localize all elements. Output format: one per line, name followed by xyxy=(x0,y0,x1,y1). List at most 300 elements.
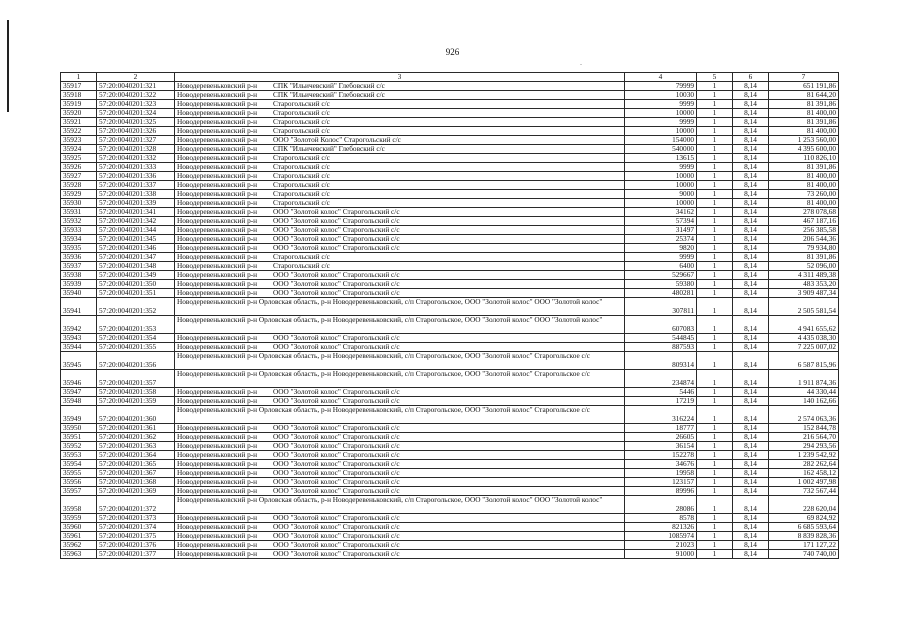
col5-value: 1 xyxy=(697,144,733,153)
table-body xyxy=(61,81,839,558)
cadastral-number: 57:20:0040201:337 xyxy=(97,180,175,189)
location-cell xyxy=(175,99,625,108)
cadastral-number: 57:20:0040201:321 xyxy=(97,81,175,90)
location-cell xyxy=(175,522,625,531)
district-text: Новодеревеньковский р-н xyxy=(177,154,258,162)
rate-value: 8,14 xyxy=(733,135,769,144)
cadastral-value: 140 162,66 xyxy=(769,396,839,405)
location-cell xyxy=(175,459,625,468)
area-value: 10000 xyxy=(625,171,697,180)
cadastral-number: 57:20:0040201:376 xyxy=(97,540,175,549)
rate-value: 8,14 xyxy=(733,342,769,351)
settlement-text: Старогольский с/с xyxy=(273,100,330,108)
cadastral-value: 79 934,80 xyxy=(769,243,839,252)
row-number: 35954 xyxy=(61,459,97,468)
cadastral-number: 57:20:0040201:341 xyxy=(97,207,175,216)
cadastral-number: 57:20:0040201:362 xyxy=(97,432,175,441)
district-text: Новодеревеньковский р-н xyxy=(177,91,258,99)
location-cell xyxy=(175,432,625,441)
cadastral-value: 256 385,58 xyxy=(769,225,839,234)
col5-value: 1 xyxy=(697,513,733,522)
col5-value: 1 xyxy=(697,90,733,99)
cadastral-value: 1 253 560,00 xyxy=(769,135,839,144)
district-text: Новодеревеньковский р-н xyxy=(177,280,258,288)
cadastral-number: 57:20:0040201:333 xyxy=(97,162,175,171)
row-number: 35921 xyxy=(61,117,97,126)
row-number: 35936 xyxy=(61,252,97,261)
scan-mark: - xyxy=(580,62,582,68)
cadastral-value: 81 391,86 xyxy=(769,117,839,126)
row-number: 35942 xyxy=(61,315,97,333)
cadastral-value: 110 826,10 xyxy=(769,153,839,162)
area-value: 34676 xyxy=(625,459,697,468)
table-row xyxy=(61,396,839,405)
row-number: 35958 xyxy=(61,495,97,513)
area-value: 10000 xyxy=(625,126,697,135)
cadastral-value: 216 564,70 xyxy=(769,432,839,441)
cadastral-value: 81 400,00 xyxy=(769,126,839,135)
location-cell xyxy=(175,171,625,180)
settlement-text: ООО "Золотой колос" Старогольский с/с xyxy=(273,514,400,522)
rate-value: 8,14 xyxy=(733,369,769,387)
table-row xyxy=(61,468,839,477)
table-row xyxy=(61,423,839,432)
rate-value: 8,14 xyxy=(733,216,769,225)
cadastral-number: 57:20:0040201:375 xyxy=(97,531,175,540)
district-text: Новодеревеньковский р-н xyxy=(177,541,258,549)
settlement-text: ООО "Золотой колос" Старогольский с/с xyxy=(273,343,400,351)
settlement-text: Старогольский с/с xyxy=(273,172,330,180)
location-cell xyxy=(175,513,625,522)
cadastral-value: 651 191,86 xyxy=(769,81,839,90)
location-cell xyxy=(175,225,625,234)
location-cell xyxy=(175,423,625,432)
district-text: Новодеревеньковский р-н xyxy=(177,478,258,486)
area-value: 234874 xyxy=(625,369,697,387)
area-value: 6400 xyxy=(625,261,697,270)
area-value: 809314 xyxy=(625,351,697,369)
area-value: 21023 xyxy=(625,540,697,549)
settlement-text: ООО "Золотой колос" Старогольский с/с xyxy=(273,271,400,279)
location-cell xyxy=(175,243,625,252)
table-row xyxy=(61,234,839,243)
rate-value: 8,14 xyxy=(733,234,769,243)
rate-value: 8,14 xyxy=(733,351,769,369)
cadastral-number: 57:20:0040201:339 xyxy=(97,198,175,207)
district-text: Новодеревеньковский р-н xyxy=(177,550,258,558)
col5-value: 1 xyxy=(697,261,733,270)
location-cell xyxy=(175,279,625,288)
cadastral-number: 57:20:0040201:360 xyxy=(97,405,175,423)
location-cell xyxy=(175,90,625,99)
settlement-text: Старогольский с/с xyxy=(273,109,330,117)
settlement-text: Старогольский с/с xyxy=(273,253,330,261)
row-number: 35928 xyxy=(61,180,97,189)
cadastral-value: 81 400,00 xyxy=(769,198,839,207)
row-number: 35960 xyxy=(61,522,97,531)
row-number: 35938 xyxy=(61,270,97,279)
rate-value: 8,14 xyxy=(733,99,769,108)
rate-value: 8,14 xyxy=(733,333,769,342)
area-value: 91000 xyxy=(625,549,697,558)
row-number: 35949 xyxy=(61,405,97,423)
cadastral-number: 57:20:0040201:344 xyxy=(97,225,175,234)
col5-value: 1 xyxy=(697,189,733,198)
cadastral-number: 57:20:0040201:323 xyxy=(97,99,175,108)
settlement-text: ООО "Золотой колос" Старогольский с/с xyxy=(273,226,400,234)
settlement-text: ООО "Золотой колос" Старогольский с/с xyxy=(273,478,400,486)
col5-value: 1 xyxy=(697,342,733,351)
area-value: 607083 xyxy=(625,315,697,333)
rate-value: 8,14 xyxy=(733,279,769,288)
table-row xyxy=(61,405,839,423)
rate-value: 8,14 xyxy=(733,495,769,513)
location-cell xyxy=(175,549,625,558)
area-value: 5446 xyxy=(625,387,697,396)
rate-value: 8,14 xyxy=(733,126,769,135)
district-text: Новодеревеньковский р-н xyxy=(177,199,258,207)
rate-value: 8,14 xyxy=(733,225,769,234)
row-number: 35943 xyxy=(61,333,97,342)
rate-value: 8,14 xyxy=(733,513,769,522)
district-text: Новодеревеньковский р-н xyxy=(177,109,258,117)
area-value: 544845 xyxy=(625,333,697,342)
table-row xyxy=(61,441,839,450)
settlement-text: ООО "Золотой колос" Старогольский с/с xyxy=(273,487,400,495)
cadastral-number: 57:20:0040201:369 xyxy=(97,486,175,495)
area-value: 79999 xyxy=(625,81,697,90)
col5-value: 1 xyxy=(697,333,733,342)
cadastral-number: 57:20:0040201:356 xyxy=(97,351,175,369)
district-text: Новодеревеньковский р-н xyxy=(177,163,258,171)
table-row xyxy=(61,198,839,207)
area-value: 57394 xyxy=(625,216,697,225)
cadastral-value: 81 391,86 xyxy=(769,99,839,108)
col5-value: 1 xyxy=(697,432,733,441)
rate-value: 8,14 xyxy=(733,423,769,432)
row-number: 35950 xyxy=(61,423,97,432)
table-row xyxy=(61,540,839,549)
settlement-text: Старогольский с/с xyxy=(273,118,330,126)
district-text: Новодеревеньковский р-н xyxy=(177,334,258,342)
area-value: 26605 xyxy=(625,432,697,441)
location-cell: Новодеревеньковский р-н Орловская область, р-н Новодеревеньковский, с/п Старогольское, ООО "Золотой колос" Старогольское с/с xyxy=(175,369,625,387)
col5-value: 1 xyxy=(697,468,733,477)
cadastral-number: 57:20:0040201:359 xyxy=(97,396,175,405)
col5-value: 1 xyxy=(697,126,733,135)
row-number: 35935 xyxy=(61,243,97,252)
table-row xyxy=(61,171,839,180)
cadastral-number: 57:20:0040201:349 xyxy=(97,270,175,279)
settlement-text: ООО "Золотой колос" Старогольский с/с xyxy=(273,451,400,459)
table-row xyxy=(61,342,839,351)
cadastral-number: 57:20:0040201:358 xyxy=(97,387,175,396)
cadastral-number: 57:20:0040201:368 xyxy=(97,477,175,486)
area-value: 480281 xyxy=(625,288,697,297)
district-text: Новодеревеньковский р-н xyxy=(177,424,258,432)
rate-value: 8,14 xyxy=(733,468,769,477)
col5-value: 1 xyxy=(697,495,733,513)
location-cell: Новодеревеньковский р-н Орловская область, р-н Новодеревеньковский, с/п Старогольское, ООО "Золотой колос" ООО "Золотой колос" xyxy=(175,315,625,333)
col5-value: 1 xyxy=(697,288,733,297)
district-text: Новодеревеньковский р-н xyxy=(177,343,258,351)
row-number: 35953 xyxy=(61,450,97,459)
location-cell xyxy=(175,252,625,261)
cadastral-number: 57:20:0040201:346 xyxy=(97,243,175,252)
rate-value: 8,14 xyxy=(733,81,769,90)
area-value: 18777 xyxy=(625,423,697,432)
area-value: 9999 xyxy=(625,117,697,126)
rate-value: 8,14 xyxy=(733,153,769,162)
area-value: 540000 xyxy=(625,144,697,153)
settlement-text: ООО "Золотой колос" Старогольский с/с xyxy=(273,442,400,450)
location-cell xyxy=(175,207,625,216)
cadastral-number: 57:20:0040201:365 xyxy=(97,459,175,468)
row-number: 35941 xyxy=(61,297,97,315)
cadastral-number: 57:20:0040201:348 xyxy=(97,261,175,270)
rate-value: 8,14 xyxy=(733,459,769,468)
area-value: 89996 xyxy=(625,486,697,495)
table-row xyxy=(61,477,839,486)
row-number: 35930 xyxy=(61,198,97,207)
location-cell xyxy=(175,144,625,153)
area-value: 9999 xyxy=(625,252,697,261)
settlement-text: ООО "Золотой колос" Старогольский с/с xyxy=(273,523,400,531)
row-number: 35920 xyxy=(61,108,97,117)
rate-value: 8,14 xyxy=(733,405,769,423)
row-number: 35957 xyxy=(61,486,97,495)
district-text: Новодеревеньковский р-н xyxy=(177,253,258,261)
district-text: Новодеревеньковский р-н xyxy=(177,118,258,126)
margin-rule xyxy=(7,20,9,112)
rate-value: 8,14 xyxy=(733,531,769,540)
cadastral-value: 278 078,68 xyxy=(769,207,839,216)
column-header: 6 xyxy=(733,73,769,82)
col5-value: 1 xyxy=(697,171,733,180)
district-text: Новодеревеньковский р-н xyxy=(177,271,258,279)
cadastral-number: 57:20:0040201:326 xyxy=(97,126,175,135)
col5-value: 1 xyxy=(697,459,733,468)
table-row xyxy=(61,486,839,495)
location-cell xyxy=(175,333,625,342)
cadastral-value: 4 435 038,30 xyxy=(769,333,839,342)
district-text: Новодеревеньковский р-н xyxy=(177,235,258,243)
row-number: 35917 xyxy=(61,81,97,90)
settlement-text: СПК "Ильичевский" Глебовский с/с xyxy=(273,145,385,153)
col5-value: 1 xyxy=(697,207,733,216)
row-number: 35934 xyxy=(61,234,97,243)
settlement-text: ООО "Золотой колос" Старогольский с/с xyxy=(273,433,400,441)
location-cell xyxy=(175,198,625,207)
cadastral-number: 57:20:0040201:372 xyxy=(97,495,175,513)
rate-value: 8,14 xyxy=(733,387,769,396)
row-number: 35962 xyxy=(61,540,97,549)
location-cell xyxy=(175,270,625,279)
table-row xyxy=(61,243,839,252)
col5-value: 1 xyxy=(697,279,733,288)
cadastral-number: 57:20:0040201:350 xyxy=(97,279,175,288)
cadastral-number: 57:20:0040201:325 xyxy=(97,117,175,126)
col5-value: 1 xyxy=(697,522,733,531)
row-number: 35919 xyxy=(61,99,97,108)
col5-value: 1 xyxy=(697,243,733,252)
col5-value: 1 xyxy=(697,252,733,261)
area-value: 28086 xyxy=(625,495,697,513)
column-header: 2 xyxy=(97,73,175,82)
settlement-text: Старогольский с/с xyxy=(273,262,330,270)
district-text: Новодеревеньковский р-н xyxy=(177,127,258,135)
cadastral-number: 57:20:0040201:373 xyxy=(97,513,175,522)
col5-value: 1 xyxy=(697,531,733,540)
settlement-text: ООО "Золотой колос" Старогольский с/с xyxy=(273,397,400,405)
row-number: 35952 xyxy=(61,441,97,450)
settlement-text: ООО "Золотой колос" Старогольский с/с xyxy=(273,550,400,558)
cadastral-number: 57:20:0040201:338 xyxy=(97,189,175,198)
row-number: 35945 xyxy=(61,351,97,369)
area-value: 31497 xyxy=(625,225,697,234)
settlement-text: Старогольский с/с xyxy=(273,199,330,207)
column-header: 5 xyxy=(697,73,733,82)
settlement-text: СПК "Ильичевский" Глебовский с/с xyxy=(273,91,385,99)
col5-value: 1 xyxy=(697,297,733,315)
location-cell xyxy=(175,126,625,135)
col5-value: 1 xyxy=(697,216,733,225)
table-row xyxy=(61,90,839,99)
area-value: 123157 xyxy=(625,477,697,486)
settlement-text: ООО "Золотой колос" Старогольский с/с xyxy=(273,532,400,540)
row-number: 35926 xyxy=(61,162,97,171)
cadastral-value: 69 824,92 xyxy=(769,513,839,522)
district-text: Новодеревеньковский р-н xyxy=(177,100,258,108)
cadastral-value: 81 644,20 xyxy=(769,90,839,99)
settlement-text: ООО "Золотой колос" Старогольский с/с xyxy=(273,280,400,288)
district-text: Новодеревеньковский р-н xyxy=(177,388,258,396)
table-row xyxy=(61,225,839,234)
row-number: 35937 xyxy=(61,261,97,270)
table-row xyxy=(61,207,839,216)
location-cell xyxy=(175,189,625,198)
row-number: 35947 xyxy=(61,387,97,396)
district-text: Новодеревеньковский р-н xyxy=(177,289,258,297)
cadastral-number: 57:20:0040201:367 xyxy=(97,468,175,477)
area-value: 9999 xyxy=(625,99,697,108)
district-text: Новодеревеньковский р-н xyxy=(177,442,258,450)
col5-value: 1 xyxy=(697,135,733,144)
rate-value: 8,14 xyxy=(733,144,769,153)
rate-value: 8,14 xyxy=(733,450,769,459)
location-cell: Новодеревеньковский р-н Орловская область, р-н Новодеревеньковский, с/п Старогольское, ООО "Золотой колос" ООО "Золотой колос" xyxy=(175,297,625,315)
location-cell xyxy=(175,342,625,351)
rate-value: 8,14 xyxy=(733,162,769,171)
table-row xyxy=(61,522,839,531)
table-row xyxy=(61,297,839,315)
cadastral-value: 6 587 815,96 xyxy=(769,351,839,369)
table-row xyxy=(61,162,839,171)
cadastral-number: 57:20:0040201:322 xyxy=(97,90,175,99)
cadastral-value: 52 096,00 xyxy=(769,261,839,270)
table-row xyxy=(61,108,839,117)
area-value: 529667 xyxy=(625,270,697,279)
row-number: 35925 xyxy=(61,153,97,162)
location-cell xyxy=(175,387,625,396)
cadastral-value: 81 391,86 xyxy=(769,252,839,261)
cadastral-number: 57:20:0040201:374 xyxy=(97,522,175,531)
cadastral-value: 467 187,16 xyxy=(769,216,839,225)
settlement-text: ООО "Золотой колос" Старогольский с/с xyxy=(273,235,400,243)
cadastral-value: 206 544,36 xyxy=(769,234,839,243)
rate-value: 8,14 xyxy=(733,270,769,279)
settlement-text: ООО "Золотой Колос" Старогольский с/с xyxy=(273,136,401,144)
table-row xyxy=(61,549,839,558)
row-number: 35959 xyxy=(61,513,97,522)
col5-value: 1 xyxy=(697,396,733,405)
cadastral-number: 57:20:0040201:336 xyxy=(97,171,175,180)
location-cell xyxy=(175,486,625,495)
cadastral-number: 57:20:0040201:355 xyxy=(97,342,175,351)
rate-value: 8,14 xyxy=(733,441,769,450)
district-text: Новодеревеньковский р-н xyxy=(177,172,258,180)
location-cell xyxy=(175,135,625,144)
location-cell: Новодеревеньковский р-н Орловская область, р-н Новодеревеньковский, с/п Старогольское, ООО "Золотой колос" Старогольское с/с xyxy=(175,405,625,423)
row-number: 35922 xyxy=(61,126,97,135)
location-cell xyxy=(175,153,625,162)
col5-value: 1 xyxy=(697,540,733,549)
row-number: 35944 xyxy=(61,342,97,351)
cadastral-number: 57:20:0040201:351 xyxy=(97,288,175,297)
table-row xyxy=(61,180,839,189)
table-row xyxy=(61,279,839,288)
district-text: Новодеревеньковский р-н xyxy=(177,433,258,441)
settlement-text: Старогольский с/с xyxy=(273,163,330,171)
col5-value: 1 xyxy=(697,108,733,117)
cadastral-number: 57:20:0040201:345 xyxy=(97,234,175,243)
table-row xyxy=(61,432,839,441)
rate-value: 8,14 xyxy=(733,315,769,333)
district-text: Новодеревеньковский р-н xyxy=(177,136,258,144)
cadastral-value: 162 458,12 xyxy=(769,468,839,477)
cadastral-number: 57:20:0040201:352 xyxy=(97,297,175,315)
cadastral-number: 57:20:0040201:361 xyxy=(97,423,175,432)
col5-value: 1 xyxy=(697,441,733,450)
rate-value: 8,14 xyxy=(733,288,769,297)
cadastral-value: 732 567,44 xyxy=(769,486,839,495)
rate-value: 8,14 xyxy=(733,252,769,261)
settlement-text: ООО "Золотой колос" Старогольский с/с xyxy=(273,469,400,477)
cadastral-number: 57:20:0040201:377 xyxy=(97,549,175,558)
rate-value: 8,14 xyxy=(733,108,769,117)
settlement-text: ООО "Золотой колос" Старогольский с/с xyxy=(273,424,400,432)
district-text: Новодеревеньковский р-н xyxy=(177,460,258,468)
rate-value: 8,14 xyxy=(733,198,769,207)
col5-value: 1 xyxy=(697,153,733,162)
table-row xyxy=(61,126,839,135)
area-value: 36154 xyxy=(625,441,697,450)
area-value: 10030 xyxy=(625,90,697,99)
location-cell xyxy=(175,468,625,477)
row-number: 35929 xyxy=(61,189,97,198)
col5-value: 1 xyxy=(697,117,733,126)
row-number: 35956 xyxy=(61,477,97,486)
rate-value: 8,14 xyxy=(733,486,769,495)
location-cell xyxy=(175,234,625,243)
area-value: 154000 xyxy=(625,135,697,144)
row-number: 35951 xyxy=(61,432,97,441)
rate-value: 8,14 xyxy=(733,396,769,405)
table-row xyxy=(61,513,839,522)
area-value: 17219 xyxy=(625,396,697,405)
col5-value: 1 xyxy=(697,180,733,189)
col5-value: 1 xyxy=(697,225,733,234)
